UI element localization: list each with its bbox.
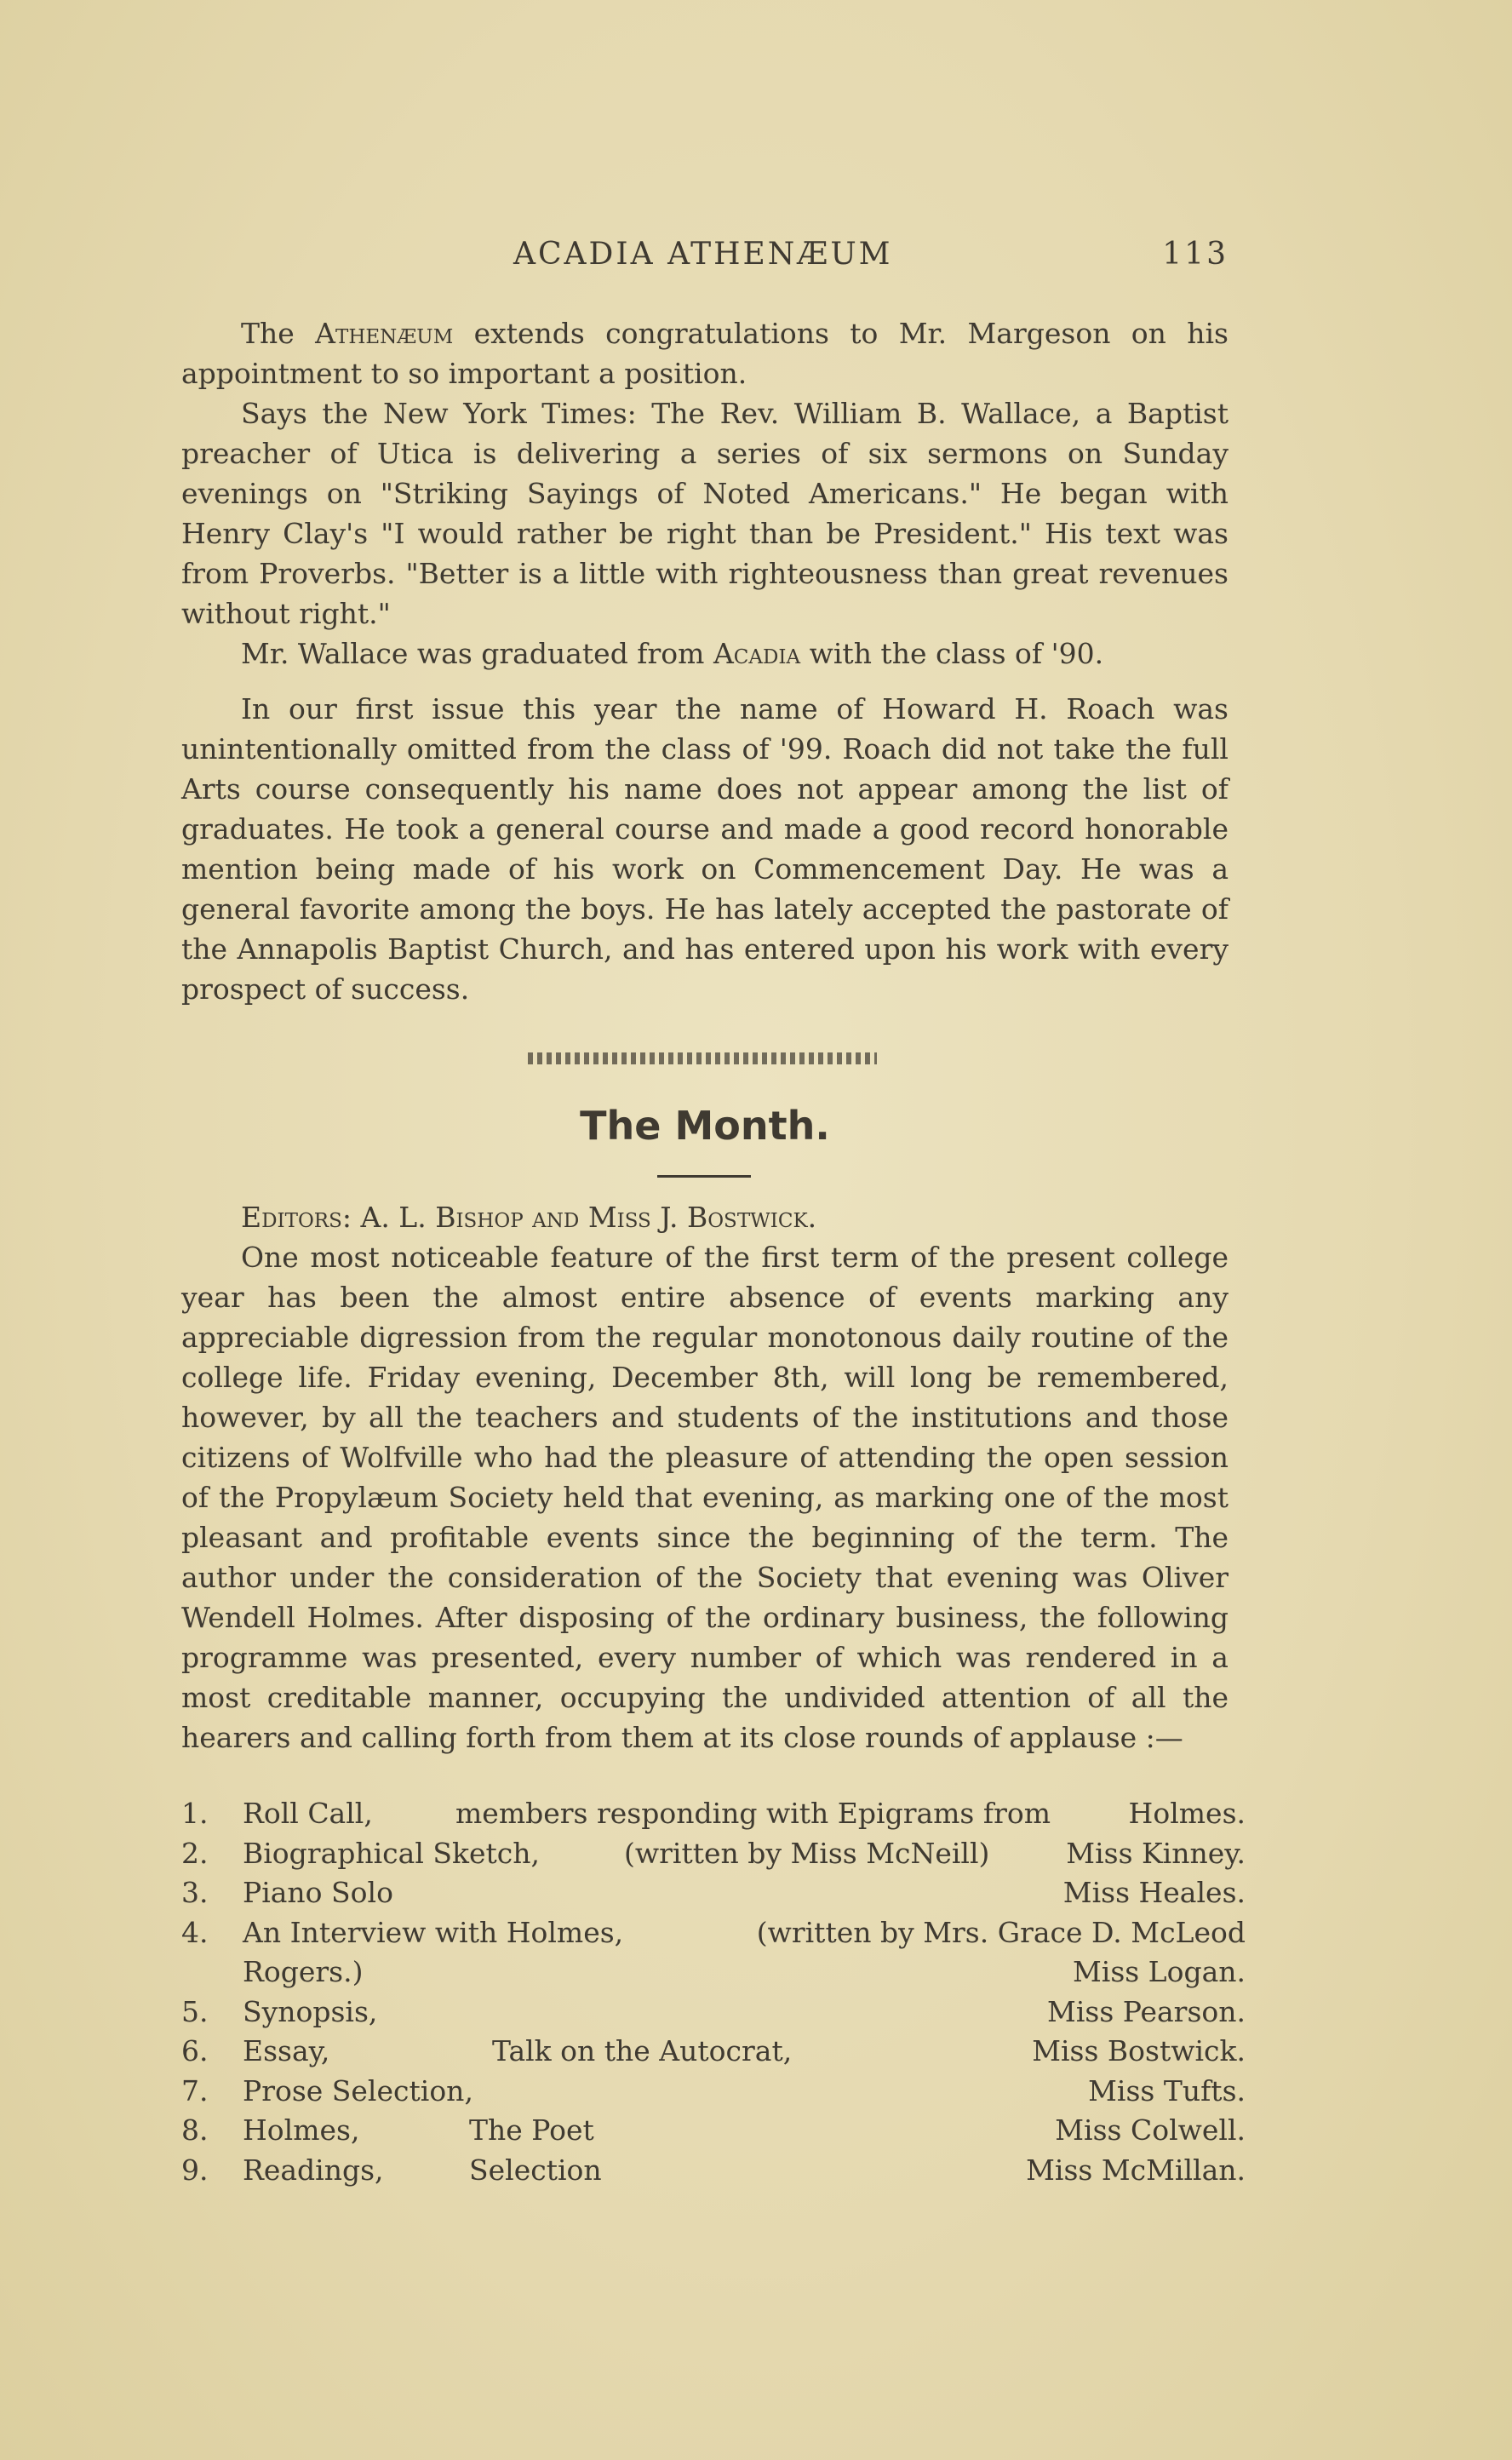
item-title: Rogers.) bbox=[243, 1955, 364, 1988]
item-title: Biographical Sketch, bbox=[243, 1836, 540, 1870]
section-title: The Month. bbox=[580, 1103, 830, 1149]
item-note: (written by Miss McNeill) bbox=[624, 1836, 990, 1870]
paragraph-roach: In our first issue this year the name of Howard H. Roach was unintentionally omitted from the class of '99. Roach did not take the full Arts course consequently his name does not appear among the list of graduates. He took a general course and made a good record honorable mention being made of his work on Commencement Day. He was a general favorite among the boys. He has lately accepted the pastorate of the Annapolis Baptist Church, and has entered upon his work with every prospect of success. bbox=[181, 692, 1228, 1006]
programme-row bbox=[181, 1953, 1246, 1993]
item-note: The Poet bbox=[469, 2113, 594, 2147]
programme-row bbox=[181, 2032, 1246, 2072]
acadia-name: Acadia bbox=[713, 637, 801, 670]
programme-row bbox=[181, 1794, 1246, 1834]
item-title: Piano Solo bbox=[243, 1876, 393, 1909]
programme-row bbox=[181, 2111, 1246, 2151]
news-column bbox=[181, 313, 1228, 1009]
programme-row bbox=[181, 2072, 1246, 2112]
paragraph-congratulations: The Athenæum extends congratulations to Mr. Margeson on his appointment to so important a position. bbox=[181, 317, 1228, 390]
item-note: (written by Mrs. Grace D. McLeod bbox=[756, 1915, 1246, 1949]
item-number: 2. bbox=[181, 1836, 209, 1870]
journal-title: ACADIA ATHENÆUM bbox=[513, 237, 893, 272]
item-performer: Holmes. bbox=[1128, 1797, 1246, 1830]
item-number: 1. bbox=[181, 1797, 209, 1830]
item-performer: Miss Heales. bbox=[1062, 1876, 1246, 1909]
item-performer: Miss Colwell. bbox=[1055, 2113, 1246, 2147]
month-column bbox=[181, 1197, 1228, 1758]
running-header bbox=[181, 237, 1228, 279]
programme-row bbox=[181, 1913, 1246, 1953]
item-performer: Miss Kinney. bbox=[1066, 1836, 1246, 1870]
item-number: 6. bbox=[181, 2034, 209, 2067]
paragraph-wallace: Says the New York Times: The Rev. William B. Wallace, a Baptist preacher of Utica is delivering a series of six sermons on Sunday evenings on "Striking Sayings of Noted Americans." He began with Henry Clay's "I would rather be right than be President." His text was from Proverbs. "Better is a little with righteousness than great revenues without right." bbox=[181, 397, 1228, 630]
paragraph-month: One most noticeable feature of the first term of the present college year has been the almost entire absence of events marking any appreciable digression from the regular monotonous daily routine of the college life. Friday evening, December 8th, will long be remembered, however, by all the teachers and students of the institutions and those citizens of Wolfville who had the pleasure of attending the open session of the Propylæum Society held that evening, as marking one of the most pleasant and profitable events since the beginning of the term. The author under the consideration of the Society that evening was Oliver Wendell Holmes. After disposing of the ordinary business, the following programme was presented, every number of which was rendered in a most creditable manner, occupying the undivided attention of all the hearers and calling forth from them at its close rounds of applause :— bbox=[181, 1241, 1228, 1754]
athenaeum-name: Athenæum bbox=[315, 317, 454, 350]
item-title: Essay, bbox=[243, 2034, 330, 2067]
item-title: Synopsis, bbox=[243, 1994, 378, 2028]
programme-row bbox=[181, 1834, 1246, 1874]
item-title: Readings, bbox=[243, 2153, 384, 2187]
item-title: Roll Call, bbox=[243, 1797, 373, 1830]
item-number: 3. bbox=[181, 1876, 209, 1909]
item-number: 4. bbox=[181, 1915, 209, 1949]
programme-row bbox=[181, 1993, 1246, 2033]
item-performer: Miss Tufts. bbox=[1088, 2073, 1246, 2107]
item-number: 5. bbox=[181, 1994, 209, 2028]
editors-line: Editors: A. L. Bishop and Miss J. Bostwick. bbox=[241, 1201, 817, 1234]
item-performer: Miss Logan. bbox=[1072, 1955, 1246, 1988]
item-note: Talk on the Autocrat, bbox=[492, 2034, 793, 2067]
title-rule bbox=[657, 1175, 751, 1178]
item-number: 8. bbox=[181, 2113, 209, 2147]
item-number: 9. bbox=[181, 2153, 209, 2187]
programme-row bbox=[181, 2151, 1246, 2191]
ornamental-divider bbox=[528, 1052, 877, 1064]
programme-list bbox=[181, 1794, 1246, 2190]
item-number: 7. bbox=[181, 2073, 209, 2107]
item-performer: Miss Bostwick. bbox=[1032, 2034, 1246, 2067]
item-note: Selection bbox=[469, 2153, 602, 2187]
item-title: Holmes, bbox=[243, 2113, 360, 2147]
item-title: An Interview with Holmes, bbox=[243, 1915, 624, 1949]
paragraph-graduated: Mr. Wallace was graduated from Acadia with the class of '90. bbox=[241, 637, 1104, 670]
item-performer: Miss Pearson. bbox=[1047, 1994, 1246, 2028]
item-note: members responding with Epigrams from bbox=[455, 1797, 1051, 1830]
item-performer: Miss McMillan. bbox=[1026, 2153, 1246, 2187]
item-title: Prose Selection, bbox=[243, 2073, 473, 2107]
programme-row bbox=[181, 1873, 1246, 1913]
page-number: 113 bbox=[1162, 237, 1228, 272]
